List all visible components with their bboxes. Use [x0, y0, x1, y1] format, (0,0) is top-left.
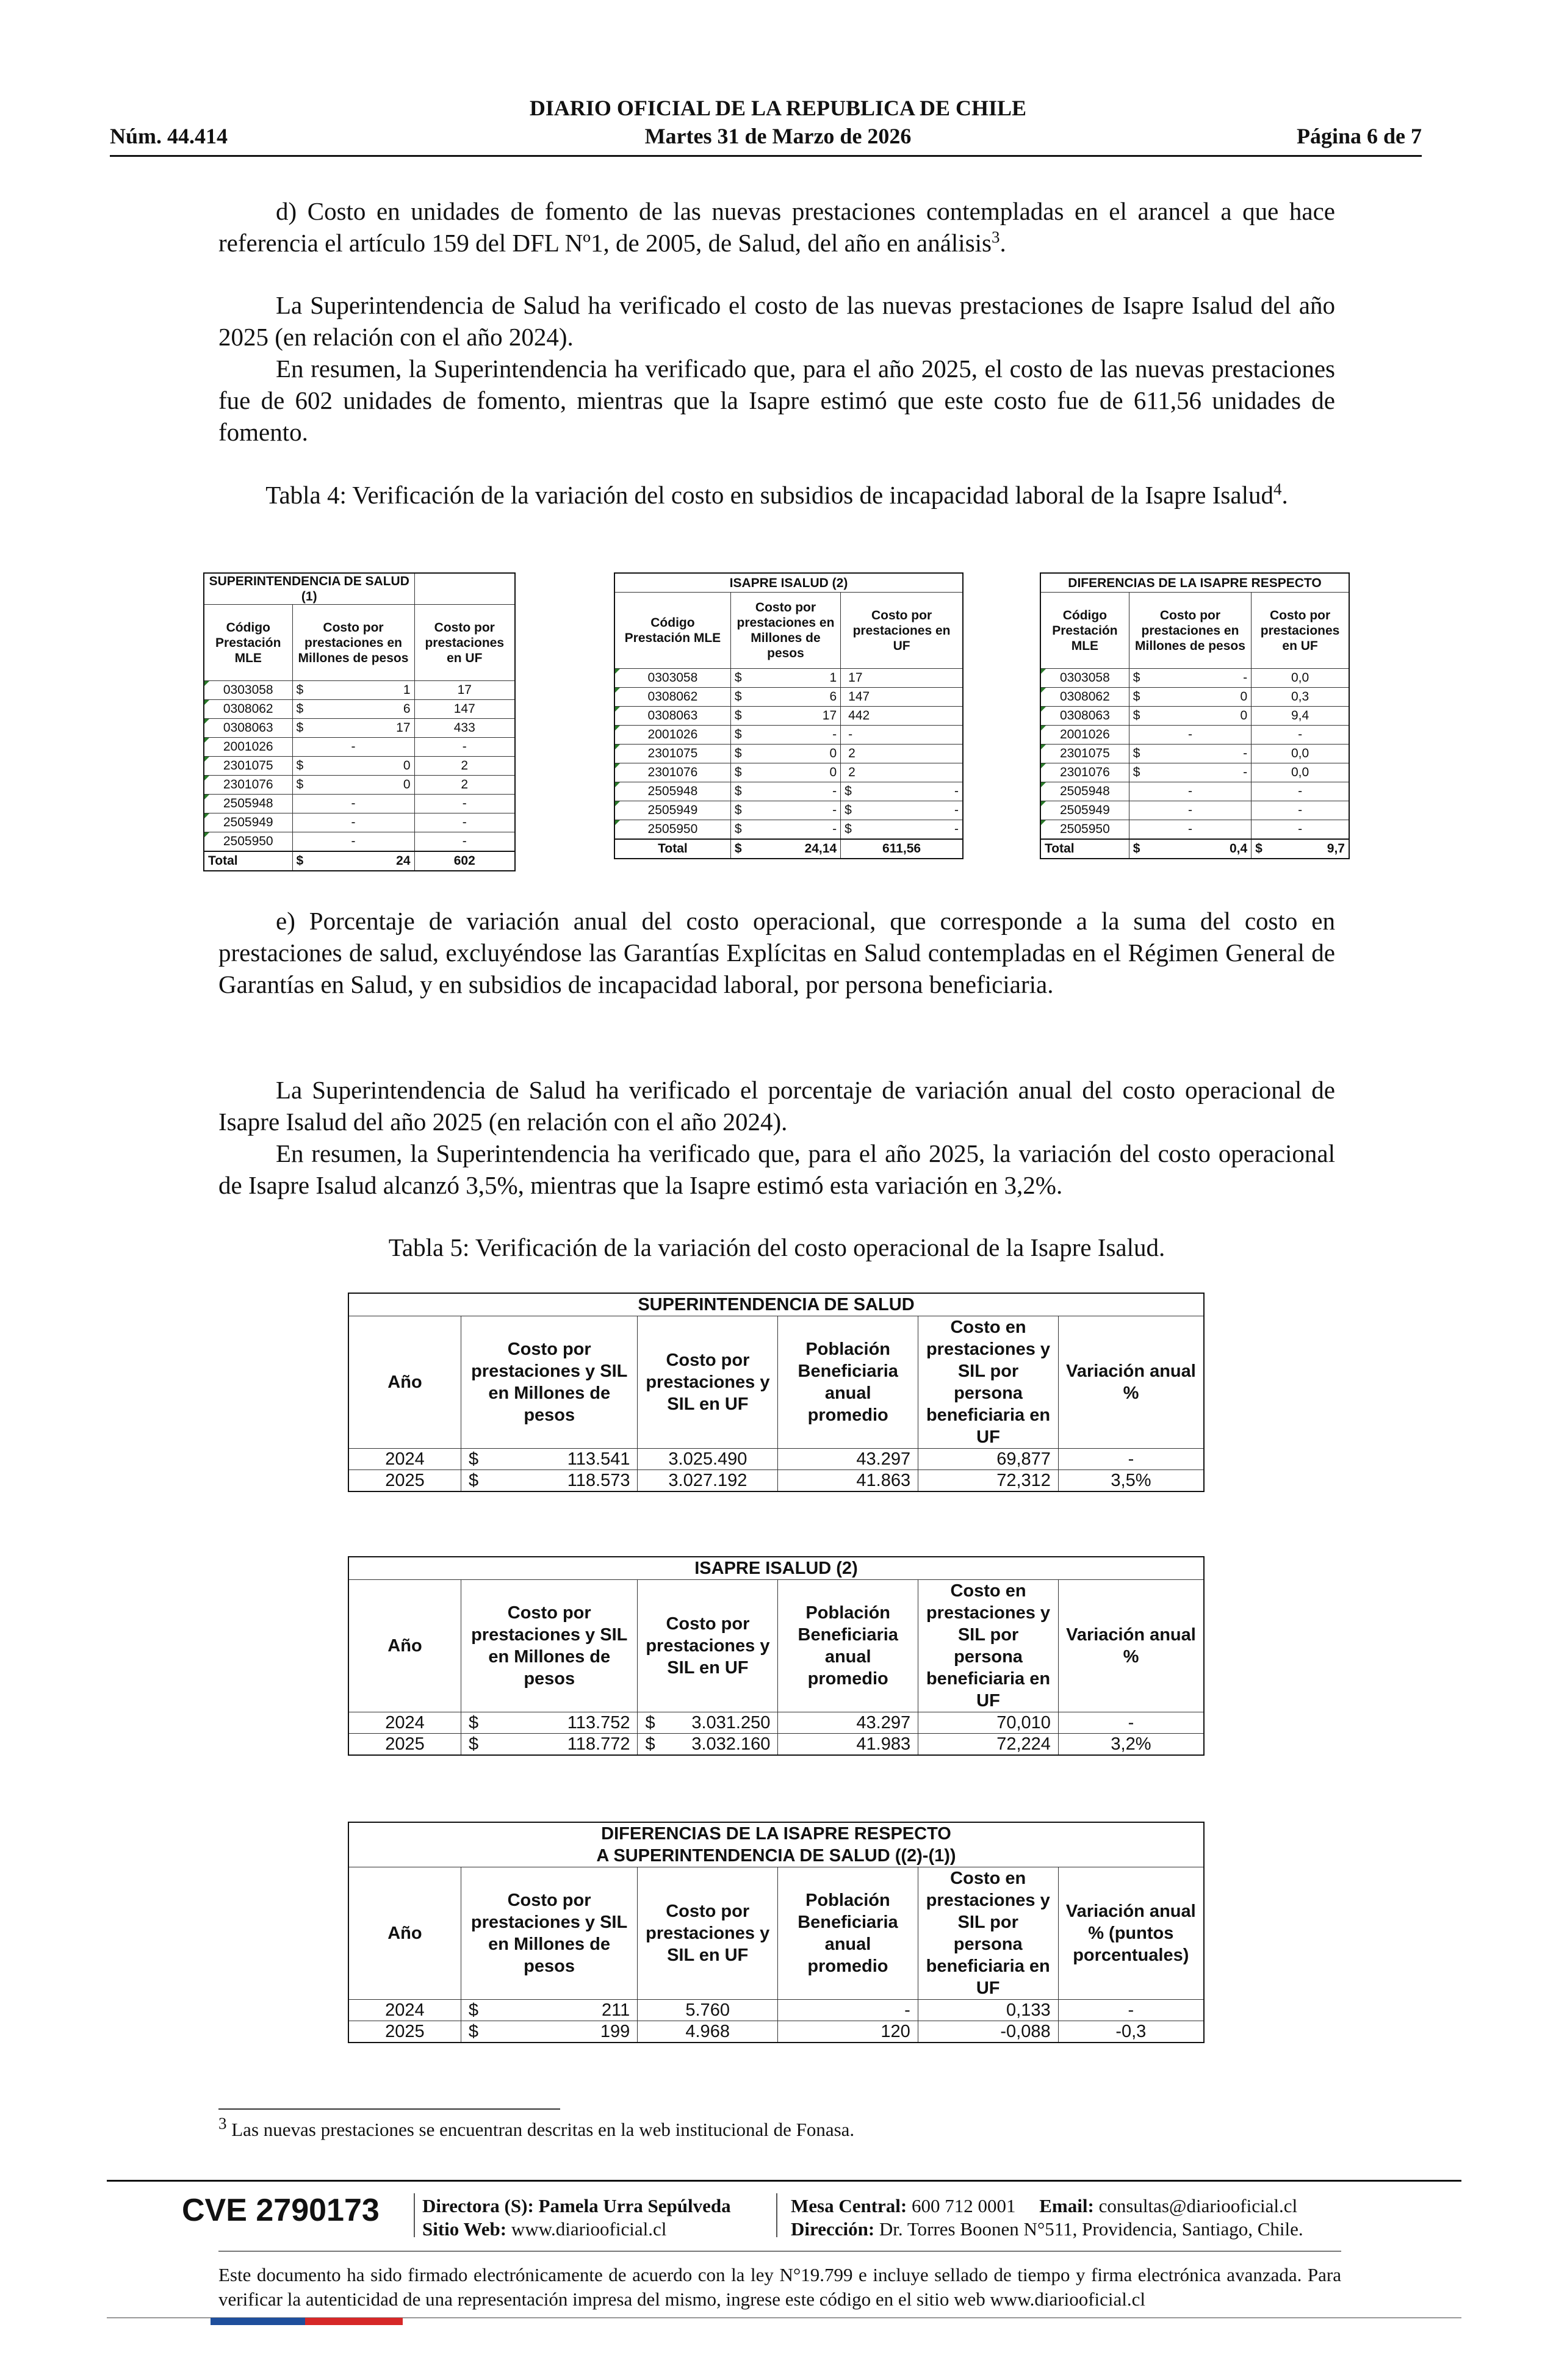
table-row: 2025 $ 118.573 3.027.192 41.863 72,312 3,5%	[348, 1470, 1204, 1492]
page-number: Página 6 de 7	[1296, 124, 1422, 148]
table-row: 2025 $ 118.772 $ 3.032.160 41.983 72,224 3,2%	[348, 1734, 1204, 1756]
table5-diferencias: DIFERENCIAS DE LA ISAPRE RESPECTO A SUPERINTENDENCIA DE SALUD ((2)-(1)) Año Costo por prestaciones y SIL en Millones de pesos Costo por prestaciones y SIL en UF Población Beneficiaria anual promedio Costo en prestaciones y SIL por persona beneficiaria en UF Variación anual % (puntos porcentuales) 2024 $ 211 5.760 - 0,133 - 2025 $ 199 4.968 120 -0,088 -0,3	[348, 1822, 1205, 2043]
table4-isapre: ISAPRE ISALUD (2) Código Prestación MLE Costo por prestaciones en Millones de pesos Costo por prestaciones en UF 0303058 $ 1 17 0308062 $ 6 147 0308063 $ 17 442 2001026 $ - - 2301075 $ 0 2 2301076 $ 0 2 2505948 $ - $ - 2505949 $ - $ - 2505950 $ - $ - Total $ 24,14 611,56	[614, 572, 963, 859]
table-row: 0308063 $ 17 433	[204, 719, 515, 738]
footer-rule-thin	[218, 2251, 1341, 2252]
table-row: 2025 $ 199 4.968 120 -0,088 -0,3	[348, 2021, 1204, 2043]
paragraph-summary: En resumen, la Superintendencia ha verificado que, para el año 2025, el costo de las nuevas prestaciones fue de 602 unidades de fomento, mientras que la Isapre estimó que este costo fue de 611,56 unidades de fomento.	[218, 355, 1335, 446]
table-row: 2301076 $ 0 2	[204, 776, 515, 795]
table5-caption: Tabla 5: Verificación de la variación del costo operacional de la Isapre Isalud.	[388, 1233, 1165, 1261]
table-row: 2505949 - -	[1040, 801, 1349, 820]
flag-bar-blue	[211, 2318, 305, 2325]
header-rule	[110, 155, 1422, 157]
paragraph-e: e) Porcentaje de variación anual del costo operacional, que corresponde a la suma del costo en prestaciones de salud, excluyéndose las Garantías Explícitas en Salud contempladas en el Régimen General de Garantías en Salud, y en subsidios de incapacidad laboral, por persona beneficiaria.	[218, 907, 1335, 998]
table-row: 2505950 - -	[1040, 820, 1349, 840]
table-row: 0303058 $ 1 17	[614, 669, 963, 688]
table-row: 2301076 $ 0 2	[614, 763, 963, 782]
issue-number: Núm. 44.414	[110, 124, 228, 148]
table-row: 2505948 $ - $ -	[614, 782, 963, 801]
table-row: 2024 $ 113.541 3.025.490 43.297 69,877 -	[348, 1449, 1204, 1470]
table-row: 2505950 $ - $ -	[614, 820, 963, 840]
table-row: 2505948 - -	[204, 795, 515, 813]
newspaper-title: DIARIO OFICIAL DE LA REPUBLICA DE CHILE	[529, 96, 1027, 120]
table-title: DIFERENCIAS DE LA ISAPRE RESPECTO	[1040, 573, 1349, 593]
table-row: 0303058 $ - 0,0	[1040, 669, 1349, 688]
table-row: 2024 $ 113.752 $ 3.031.250 43.297 70,010 -	[348, 1712, 1204, 1734]
table-title: DIFERENCIAS DE LA ISAPRE RESPECTO A SUPERINTENDENCIA DE SALUD ((2)-(1))	[348, 1822, 1204, 1867]
table-row: 0308063 $ 17 442	[614, 707, 963, 726]
site-link[interactable]: www.diariooficial.cl	[511, 2218, 667, 2240]
footer-separator	[776, 2193, 777, 2237]
table-title: ISAPRE ISALUD (2)	[348, 1557, 1204, 1580]
table-row: 2505948 - -	[1040, 782, 1349, 801]
table5-superintendencia: SUPERINTENDENCIA DE SALUD Año Costo por prestaciones y SIL en Millones de pesos Costo por prestaciones y SIL en UF Población Beneficiaria anual promedio Costo en prestaciones y SIL por persona beneficiaria en UF Variación anual % 2024 $ 113.541 3.025.490 43.297 69,877 - 2025 $ 118.573 3.027.192 41.863 72,312 3,5%	[348, 1293, 1205, 1492]
footer-rule	[107, 2180, 1461, 2182]
table-row: 2505949 $ - $ -	[614, 801, 963, 820]
footnote-rule	[218, 2108, 560, 2110]
table-row: 2301076 $ - 0,0	[1040, 763, 1349, 782]
footer-director: Directora (S): Pamela Urra Sepúlveda Sitio Web: www.diariooficial.cl	[422, 2195, 731, 2240]
table-row: 0308062 $ 0 0,3	[1040, 688, 1349, 707]
footnote: 3 Las nuevas prestaciones se encuentran descritas en la web institucional de Fonasa.	[218, 2114, 855, 2140]
table4-caption: Tabla 4: Verificación de la variación del costo en subsidios de incapacidad laboral de la Isapre Isalud$^4$.	[265, 480, 1288, 509]
footer-separator	[414, 2193, 415, 2237]
table-title: SUPERINTENDENCIA DE SALUD	[348, 1293, 1204, 1316]
table-row: 0303058 $ 1 17	[204, 681, 515, 700]
table4-diferencias: DIFERENCIAS DE LA ISAPRE RESPECTO Código Prestación MLE Costo por prestaciones en Millones de pesos Costo por prestaciones en UF 0303058 $ - 0,0 0308062 $ 0 0,3 0308063 $ 0 9,4 2001026 - - 2301075 $ - 0,0 2301076 $ - 0,0 2505948 - - 2505949 - - 2505950 - - Total $ 0,4 $ 9,7	[1040, 572, 1350, 859]
table-row: 2505950 - -	[204, 832, 515, 852]
table-row: 2301075 $ 0 2	[614, 745, 963, 763]
table-row: 2001026 $ - -	[614, 726, 963, 745]
footer-contact: Mesa Central: 600 712 0001 Email: consultas@diariooficial.cl Dirección: Dr. Torres Boonen N°511, Providencia, Santiago, Chile.	[791, 2195, 1303, 2240]
table-title: SUPERINTENDENCIA DE SALUD (1)	[204, 573, 414, 605]
issue-date: Martes 31 de Marzo de 2026	[644, 124, 912, 148]
paragraph-verified: La Superintendencia de Salud ha verificado el costo de las nuevas prestaciones de Isapre Isalud del año 2025 (en relación con el año 2024).	[218, 291, 1335, 351]
table5-isapre: ISAPRE ISALUD (2) Año Costo por prestaciones y SIL en Millones de pesos Costo por prestaciones y SIL en UF Población Beneficiaria anual promedio Costo en prestaciones y SIL por persona beneficiaria en UF Variación anual % 2024 $ 113.752 $ 3.031.250 43.297 70,010 - 2025 $ 118.772 $ 3.032.160 41.983 72,224 3,2%	[348, 1556, 1205, 1756]
cve-code: CVE 2790173	[182, 2193, 380, 2228]
table-title: ISAPRE ISALUD (2)	[614, 573, 963, 593]
table4-superintendencia: SUPERINTENDENCIA DE SALUD (1) Código Prestación MLE Costo por prestaciones en Millones de pesos Costo por prestaciones en UF 0303058 $ 1 17 0308062 $ 6 147 0308063 $ 17 433 2001026 - - 2301075 $ 0 2 2301076 $ 0 2 2505948 - - 2505949 - - 2505950 - - Total $ 24 602	[203, 572, 516, 871]
table-row: 2024 $ 211 5.760 - 0,133 -	[348, 2000, 1204, 2021]
legal-notice: Este documento ha sido firmado electrónicamente de acuerdo con la ley N°19.799 e incluye sellado de tiempo y firma electrónica avanzada. Para verificar la autenticidad de una representación impresa del mismo, ingrese este código en el sitio web www.diariooficial.cl	[218, 2264, 1341, 2310]
table-row: 0308062 $ 6 147	[204, 700, 515, 719]
table-row: 2001026 - -	[204, 738, 515, 757]
paragraph-d: d) Costo en unidades de fomento de las nuevas prestaciones contempladas en el arancel a que hace referencia el artículo 159 del DFL Nº1, de 2005, de Salud, del año en análisis$^3$.	[218, 197, 1335, 257]
table-row: 2301075 $ - 0,0	[1040, 745, 1349, 763]
email-link[interactable]: consultas@diariooficial.cl	[1098, 2195, 1298, 2216]
paragraph-summary-2: En resumen, la Superintendencia ha verificado que, para el año 2025, la variación del costo operacional de Isapre Isalud alcanzó 3,5%, mientras que la Isapre estimó esta variación en 3,2%.	[218, 1139, 1335, 1199]
footnote-ref: 3	[992, 228, 1000, 247]
table-row: 2505949 - -	[204, 813, 515, 832]
table-row: 0308062 $ 6 147	[614, 688, 963, 707]
table-row: 2301075 $ 0 2	[204, 757, 515, 776]
flag-bar-red	[305, 2318, 403, 2325]
table-row: 2001026 - -	[1040, 726, 1349, 745]
table-row: 0308063 $ 0 9,4	[1040, 707, 1349, 726]
paragraph-verified-2: La Superintendencia de Salud ha verificado el porcentaje de variación anual del costo operacional de Isapre Isalud del año 2025 (en relación con el año 2024).	[218, 1076, 1335, 1136]
